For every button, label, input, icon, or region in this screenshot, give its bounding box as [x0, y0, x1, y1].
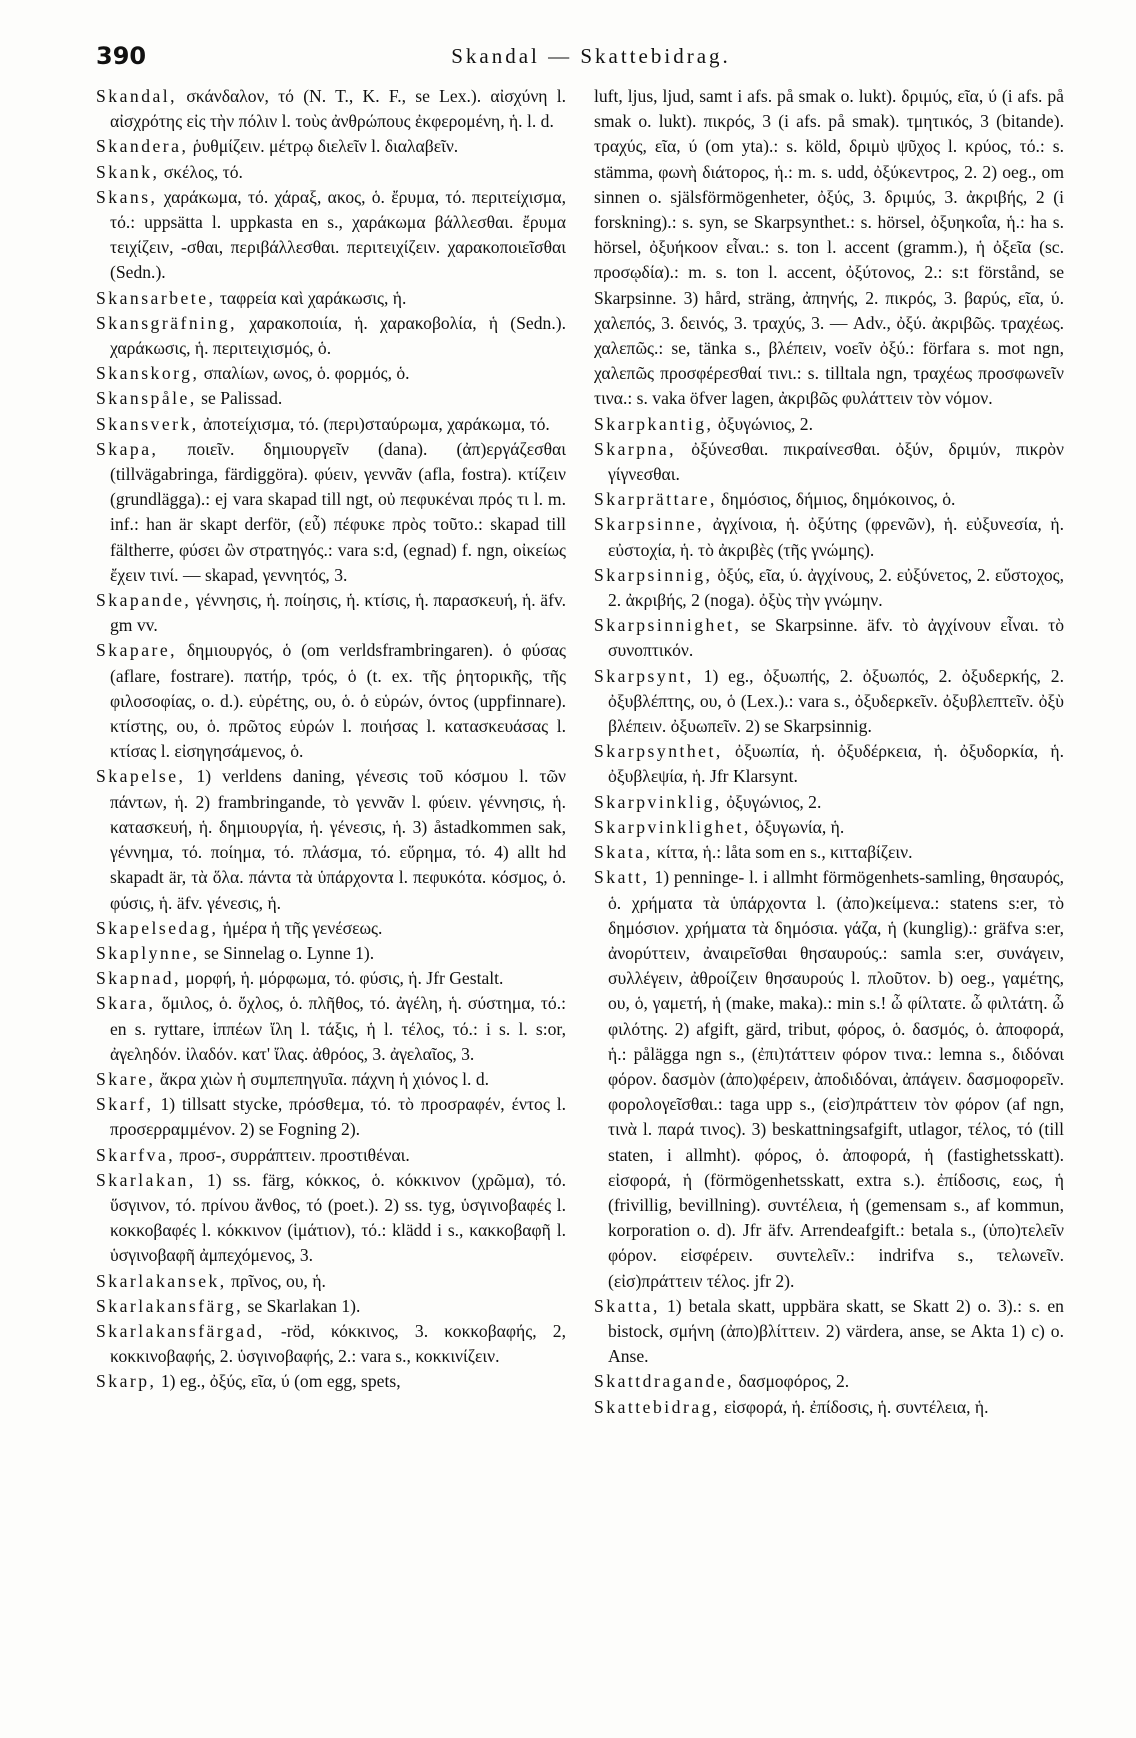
dictionary-entry [96, 386, 566, 411]
entry-headword: Skans, [96, 186, 158, 207]
entry-headword: Skarpsinnig, [594, 564, 713, 585]
dictionary-entry [594, 613, 1064, 663]
entry-definition: σκάνδαλον, τό (N. T., K. F., se Lex.). αἰσχύνη l. αἰσχρότης εἰς τὴν πόλιν l. τοὺς ἀνθρώπους ἐκφερομένη, ἡ. l. d. [110, 86, 566, 132]
entry-definition: ὀξυγώνιος, 2. [717, 413, 813, 434]
entry-definition: ταφρεία καὶ χαράκωσις, ἡ. [219, 287, 407, 308]
entry-headword: Skare, [96, 1068, 156, 1089]
entry-headword: Skarpsynt, [594, 665, 694, 686]
dictionary-entry [594, 1395, 1064, 1420]
entry-headword: Skatta, [594, 1295, 660, 1316]
dictionary-entry [96, 764, 566, 915]
entry-headword: Skanskorg, [96, 363, 200, 384]
entry-headword: Skarpsinne, [594, 514, 705, 535]
entry-headword: Skapelse, [96, 766, 186, 787]
dictionary-entry [96, 1319, 566, 1369]
entry-definition: 1) verldens daning, γένεσις τοῦ κόσμου l. τῶν πάντων, ἡ. 2) frambringande, τὸ γεννᾶν l. φύειν. γέννησις, ἡ. κατασκευή, ἡ. δημιουργία, ἡ. γένεσις, ἡ. 3) åstadkommen sak, γέννημα, τό. ποίημα, τό. πλάσμα, τό. εὕρημα, τό. 4) allt hd skapadt är, τὰ ὅλα. πάντα τὰ ὑπάρχοντα l. πεφυκότα. κόσμος, ὁ. φύσις, ἡ. äfv. γένεσις, ἡ. [110, 766, 566, 913]
entry-headword: Skarf, [96, 1094, 154, 1115]
dictionary-entry [96, 991, 566, 1067]
entry-definition: ἀποτείχισμα, τό. (περι)σταύρωμα, χαράκωμα, τό. [203, 413, 550, 434]
dictionary-entry [96, 134, 566, 159]
entry-headword: Skarpsinnighet, [594, 615, 742, 636]
dictionary-entry [594, 487, 1064, 512]
dictionary-entry [594, 563, 1064, 613]
entry-definition: 1) penninge- l. i allmht förmögenhets-samling, θησαυρός, ὁ. χρήματα τὰ ὑπάρχοντα l. (ἀπο)κείμενα.: statens s:er, τὸ δημόσιον. χρήματα τὰ δημόσια. γάζα, ἡ (kunglig).: gräfva s:er, ἀνορύττειν, ἀναιρεῖσθαι θησαυρούς.: samla s:er, συνάγειν, συλλέγειν, ἀθροίζειν θησαυρούς l. πλοῦτον. b) oeg., γαμέτης, ου, ὁ, γαμετή, ἡ (make, maka).: min s.! ὦ φίλτατε. ὦ φιλτάτη. ὦ φιλότης. 2) afgift, gärd, tribut, φόρος, ὁ. δασμός, ὁ. ἀποφορά, ἡ.: pålägga ngn s., (ἐπι)τάττειν φόρον τινα.: lemna s., διδόναι φόρον. δασμὸν (ἀπο)φέρειν, ἀποδιδόναι, ἀπάγειν. δασμοφορεῖν. φορολογεῖσθαι.: taga upp s., (εἰσ)πράττειν τὸν φόρον (af ngn, τινὰ l. παρά τινος). 3) beskattningsafgift, utlagor, τέλος, τό (till staten, i allmht). φόρος, ὁ. ἀποφορά, ἡ (fastighetsskatt). εἰσφορά, ἡ (förmögenhetsskatt, extra s.). ἐπίδοσις, εως, ἡ (frivillig, bevillning). συντέλεια, ἡ (gemensam s., af kommun, korporation o. d). Jfr äfv. Arrendeafgift.: betala s., (ὑπο)τελεῖν φόρον. εἰσφέρειν. συντελεῖν.: indrifva s., τελωνεῖν. (εἰσ)πράττειν τέλος. jfr 2). [608, 867, 1064, 1291]
dictionary-entry [96, 588, 566, 638]
entry-definition: ὅμιλος, ὁ. ὄχλος, ὁ. πλῆθος, τό. ἀγέλη, ἡ. σύστημα, τό.: en s. ryttare, ἱππέων ἴλη l. τάξις, ἡ l. τέλος, τό.: i s. l. s:or, ἀγεληδόν. ἰλαδόν. κατ' ἴλας. ἀθρόος, 3. ἀγελαῖος, 3. [110, 993, 566, 1064]
entry-definition: ἡμέρα ἡ τῆς γενέσεως. [222, 917, 383, 938]
dictionary-entry [594, 664, 1064, 740]
dictionary-entry [96, 185, 566, 286]
entry-headword: Skattebidrag, [594, 1396, 720, 1417]
entry-definition: -röd, κόκκινος, 3. κοκκοβαφής, 2, κοκκινοβαφής, 2. ὑσγινοβαφής, 2.: vara s., κοκκινίζειν. [110, 1320, 566, 1367]
entry-definition: se Skarlakan 1). [247, 1295, 361, 1316]
entry-headword: Skarlakansfärgad, [96, 1320, 265, 1341]
dictionary-entry [594, 790, 1064, 815]
entry-headword: Skansarbete, [96, 287, 216, 308]
entry-definition: δημιουργός, ὁ (om verldsframbringaren). ὁ φύσας (aflare, fostrare). πατήρ, τρός, ὁ (t. ex. τῆς ῥητορικῆς, τῆς φιλοσοφίας, o. d.). εὑρέτης, ου, ὁ. ὁ εὑρών, όντος (uppfinnare). κτίστης, ου, ὁ. πρῶτος εὑρών l. ποιήσας l. κατασκευάσας l. κτίσας l. εἰσηγησάμενος, ὁ. [110, 640, 566, 762]
entry-definition: 1) eg., ὀξύς, εῖα, ύ (om egg, spets, [160, 1371, 401, 1392]
entry-definition: se Skarpsinne. äfv. τὸ ἀγχίνουν εἶναι. τὸ συνοπτικόν. [608, 615, 1064, 661]
page-number: 390 [96, 42, 147, 70]
entry-definition: 1) eg., ὀξυωπής, 2. ὀξυωπός, 2. ὀξυδερκής, 2. ὀξυβλέπτης, ου, ὁ (Lex.).: vara s., ὀξυδερκεῖν. ὀξυβλεπτεῖν. ὀξὺ βλέπειν. ὀξυωπεῖν. 2) se Skarpsinnig. [608, 665, 1064, 737]
entry-definition: πρῖνος, ου, ἡ. [231, 1270, 326, 1291]
dictionary-entry [96, 311, 566, 361]
entry-definition: ἄκρα χιὼν ἡ συμπεπηγυῖα. πάχνη ἡ χιόνος l. d. [159, 1068, 490, 1089]
entry-definition: δημόσιος, δήμιος, δημόκοινος, ὁ. [721, 489, 956, 510]
entry-headword: Skandal, [96, 86, 178, 106]
entry-definition: ῥυθμίζειν. μέτρῳ διελεῖν l. διαλαβεῖν. [192, 136, 459, 157]
entry-definition: 1) betala skatt, uppbära skatt, se Skatt 2) o. 3).: s. en bistock, σμήνη (ἀπο)βλίττειν. 2) värdera, anse, se Akta 1) c) o. Anse. [608, 1295, 1064, 1367]
entry-headword: Skarlakansfärg, [96, 1295, 244, 1316]
entry-headword: Skapnad, [96, 968, 181, 989]
dictionary-entry [96, 1294, 566, 1319]
entry-definition: εἰσφορά, ἡ. ἐπίδοσις, ἡ. συντέλεια, ἡ. [724, 1396, 989, 1417]
dictionary-entry [96, 412, 566, 437]
dictionary-entry [96, 1092, 566, 1142]
entry-headword: Skapelsedag, [96, 917, 219, 938]
dictionary-entry [96, 286, 566, 311]
dictionary-entry [594, 865, 1064, 1293]
dictionary-entry [96, 1143, 566, 1168]
dictionary-entry [96, 1067, 566, 1092]
entry-definition: μορφή, ἡ. μόρφωμα, τό. φύσις, ἡ. Jfr Gestalt. [185, 968, 504, 989]
entry-definition: 1) ss. färg, κόκκος, ὁ. κόκκινον (χρῶμα), τό. ὕσγινον, τό. πρίνου ἄνθος, τό (poet.). 2) ss. tyg, ὑσγινοβαφές l. κοκκοβαφές l. κόκκινον (ἱμάτιον), τό.: klädd i s., κακκοβαφῆ l. ὑσγινοβαφῆ ἀμπεχόμενος, 3. [110, 1169, 566, 1266]
dictionary-entry [96, 1269, 566, 1294]
dictionary-entry [594, 815, 1064, 840]
entry-headword: Skarpsynthet, [594, 741, 723, 762]
entry-definition: προσ-, συρράπτειν. προστιθέναι. [179, 1144, 410, 1165]
entry-headword: Skarlakan, [96, 1169, 196, 1190]
entry-definition: ὀξυγώνιος, 2. [726, 791, 822, 812]
left-column [96, 84, 566, 1694]
right-column [594, 84, 1064, 1694]
entry-headword: Skatt, [594, 867, 650, 888]
entry-headword: Skarlakansek, [96, 1270, 227, 1291]
entry-headword: Skarpkantig, [594, 413, 714, 434]
entry-headword: Skansgräfning, [96, 312, 238, 333]
entry-headword: Skarpna, [594, 438, 677, 459]
entry-definition: δασμοφόρος, 2. [738, 1371, 850, 1392]
dictionary-entry [96, 941, 566, 966]
dictionary-entry [96, 1369, 566, 1394]
page-header [96, 42, 1086, 72]
entry-headword: Skata, [594, 842, 653, 863]
dictionary-entry [594, 437, 1064, 487]
entry-definition: σπαλίων, ωνος, ὁ. φορμός, ὁ. [203, 363, 410, 384]
entry-headword: Skarfva, [96, 1144, 176, 1165]
entry-definition: γέννησις, ἡ. ποίησις, ἡ. κτίσις, ἡ. παρασκευή, ἡ. äfv. gm vv. [110, 590, 566, 636]
dictionary-entry [594, 1369, 1064, 1394]
dictionary-entry [594, 1294, 1064, 1370]
entry-definition: ὀξυωπία, ἡ. ὀξυδέρκεια, ἡ. ὀξυδορκία, ἡ. ὀξυβλεψία, ἡ. Jfr Klarsynt. [608, 741, 1064, 787]
dictionary-entry [96, 160, 566, 185]
dictionary-entry [96, 437, 566, 588]
entry-definition: ὀξυγωνία, ἡ. [755, 816, 845, 837]
entry-headword: Skattdragande, [594, 1371, 735, 1392]
entry-headword: Skanspåle, [96, 388, 197, 409]
entry-definition: 1) tillsatt stycke, πρόσθεμα, τό. τὸ προσραφέν, έντος l. προσερραμμένον. 2) se Fogning 2). [110, 1094, 566, 1140]
dictionary-entry [594, 412, 1064, 437]
dictionary-entry [96, 361, 566, 386]
entry-headword: Skarpvinklighet, [594, 816, 751, 837]
entry-definition: κίττα, ἡ.: låta som en s., κιτταβίζειν. [656, 842, 913, 863]
entry-definition: se Sinnelag o. Lynne 1). [204, 942, 375, 963]
entry-headword: Skapa, [96, 438, 159, 459]
entry-headword: Skank, [96, 161, 160, 182]
entry-headword: Skarp, [96, 1371, 157, 1392]
dictionary-entry [96, 638, 566, 764]
entry-definition: se Palissad. [201, 388, 283, 409]
entry-definition: ποιεῖν. δημιουργεῖν (dana). (ἀπ)εργάζεσθαι (tillvägabringa, färdiggöra). φύειν, γεννᾶν (afla, fostra). κτίζειν (grundlägga).: ej vara skapad till ngt, οὐ πεφυκέναι πρός τι l. m. inf.: han är skapt derför, (εὖ) πέφυκε πρὸς τοῦτο.: skapad till fältherre, φύσει ὢν στρατηγός.: vara s:d, (egnad) f. ngn, οἰκείως ἔχειν τινί. — skapad, γεννητός, 3. [110, 438, 566, 585]
running-head: Skandal — Skattebidrag. [451, 44, 731, 68]
entry-headword: Skapande, [96, 590, 192, 611]
entry-headword: Skarprättare, [594, 489, 717, 510]
dictionary-entry [594, 512, 1064, 562]
dictionary-entry [594, 84, 1064, 412]
dictionary-entry [96, 966, 566, 991]
entry-headword: Skandera, [96, 136, 189, 157]
entry-headword: Skapare, [96, 640, 178, 661]
entry-headword: Skansverk, [96, 413, 199, 434]
entry-definition: χαράκωμα, τό. χάραξ, ακος, ὁ. ἔρυμα, τό. περιτείχισμα, τό.: uppsätta l. uppkasta en s., χαράκωμα βάλλεσθαι. ἔρυμα τειχίζειν, -σθαι, περιβάλλεσθαι. περιτειχίζειν. χαρακοποιεῖσθαι (Sedn.). [110, 186, 566, 283]
dictionary-entry [96, 916, 566, 941]
entry-headword: Skara, [96, 993, 156, 1014]
dictionary-entry [96, 1168, 566, 1269]
dictionary-entry [594, 840, 1064, 865]
dictionary-entry [594, 739, 1064, 789]
entry-definition: χαρακοποιία, ἡ. χαρακοβολία, ἡ (Sedn.). χαράκωσις, ἡ. περιτειχισμός, ὁ. [110, 312, 566, 359]
entry-headword: Skaplynne, [96, 942, 200, 963]
entry-definition: σκέλος, τό. [163, 161, 243, 182]
entry-definition: ἀγχίνοια, ἡ. ὀξύτης (φρενῶν), ἡ. εὐξυνεσία, ἡ. εὐστοχία, ἡ. τὸ ἀκριβὲς (τῆς γνώμης). [608, 514, 1064, 560]
entry-headword: Skarpvinklig, [594, 791, 722, 812]
dictionary-entry [96, 84, 566, 134]
entry-definition: luft, ljus, ljud, samt i afs. på smak o. lukt). δριμύς, εῖα, ύ (i afs. på smak o. lukt). πικρός, 3 (i afs. på smak). τμητικός, 3 (bitande). τραχύς, εῖα, ύ (om yta).: s. köld, δριμὺ ψῦχος l. κρύος, τό.: s. stämma, φωνὴ διάτορος, ἡ.: m. s. udd, ὀξύκεντρος, 2. 2) oeg., om sinnen o. själsförmögenheter, ὀξύς, 3. δριμύς, 3. ἀκριβής, 2 (i forskning).: s. syn, se Skarpsynthet.: s. hörsel, ὀξυηκοΐα, ἡ.: ha s. hörsel, ὀξυήκοον εἶναι.: s. ton l. accent (gramm.), ἡ ὀξεῖα (sc. προσῳδία).: m. s. ton l. accent, ὀξύτονος, 2.: s:t förstånd, se Skarpsinne. 3) hård, sträng, ἀπηνής, 2. πικρός, 3. βαρύς, εῖα, ύ. χαλεπός, 3. δεινός, 3. τραχύς, 3. — Adv., ὀξύ. ἀκριβῶς. τραχέως. χαλεπῶς.: se, tänka s., βλέπειν, νοεῖν ὀξύ.: förfara s. mot ngn, χαλεπῶς προσφέρεσθαί τινι.: s. tilltala ngn, τραχέως προσφωνεῖν τινα.: s. vaka öfver lagen, ἀκριβῶς φυλάττειν τὸν νόμον. [594, 86, 1064, 409]
entry-definition: ὀξύνεσθαι. πικραίνεσθαι. ὀξύν, δριμύν, πικρὸν γίγνεσθαι. [608, 438, 1064, 485]
entry-definition: ὀξύς, εῖα, ύ. ἀγχίνους, 2. εὐξύνετος, 2. εὔστοχος, 2. ἀκριβής, 2 (noga). ὀξὺς τὴν γνώμην. [608, 564, 1064, 611]
